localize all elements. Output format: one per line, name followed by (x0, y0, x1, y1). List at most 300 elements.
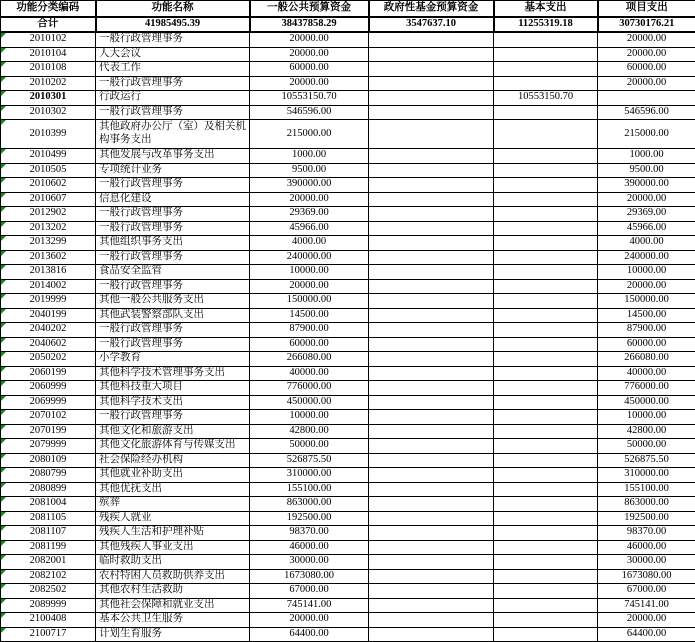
cell-project-expenditure[interactable]: 40000.00 (598, 366, 695, 381)
total-basic-cell[interactable]: 11255319.18 (494, 17, 598, 32)
cell-government-fund-budget[interactable] (369, 250, 494, 265)
cell-project-expenditure[interactable]: 155100.00 (598, 482, 695, 497)
cell-function-code[interactable] (1, 207, 96, 222)
cell-general-public-budget[interactable]: 10553150.70 (250, 91, 369, 106)
cell-text: 2010505 (30, 164, 67, 175)
cell-basic-expenditure[interactable] (494, 424, 598, 439)
cell-basic-expenditure[interactable] (494, 482, 598, 497)
cell-government-fund-budget[interactable] (369, 511, 494, 526)
cell-function-name[interactable]: 农村特困人员救助供养支出 (96, 569, 250, 584)
cell-project-expenditure[interactable]: 192500.00 (598, 511, 695, 526)
cell-basic-expenditure[interactable] (494, 250, 598, 265)
cell-basic-expenditure[interactable] (494, 584, 598, 599)
cell-project-expenditure[interactable]: 240000.00 (598, 250, 695, 265)
cell-function-name[interactable]: 其他科学技术支出 (96, 395, 250, 410)
cell-function-name[interactable]: 其他一般公共服务支出 (96, 294, 250, 309)
table-row (1, 482, 695, 497)
cell-government-fund-budget[interactable] (369, 207, 494, 222)
cell-government-fund-budget[interactable] (369, 91, 494, 106)
cell-function-code[interactable] (1, 265, 96, 280)
cell-government-fund-budget[interactable] (369, 352, 494, 367)
total-sum-cell[interactable]: 41985495.39 (96, 17, 250, 32)
cell-government-fund-budget[interactable] (369, 32, 494, 47)
table-row (1, 511, 695, 526)
error-indicator-triangle-icon (1, 396, 6, 401)
table-row (1, 598, 695, 613)
cell-general-public-budget[interactable]: 1673080.00 (250, 569, 369, 584)
error-indicator-triangle-icon (1, 207, 6, 212)
cell-basic-expenditure[interactable] (494, 381, 598, 396)
cell-function-code[interactable] (1, 308, 96, 323)
cell-function-name[interactable]: 人大会议 (96, 47, 250, 62)
cell-basic-expenditure[interactable] (494, 62, 598, 77)
cell-basic-expenditure[interactable] (494, 337, 598, 352)
cell-text: 2070102 (30, 410, 67, 421)
error-indicator-triangle-icon (1, 512, 6, 517)
cell-function-name[interactable]: 其他农村生活救助 (96, 584, 250, 599)
cell-government-fund-budget[interactable] (369, 526, 494, 541)
error-indicator-triangle-icon (1, 77, 6, 82)
cell-function-name[interactable]: 信息化建设 (96, 192, 250, 207)
cell-government-fund-budget[interactable] (369, 192, 494, 207)
error-indicator-triangle-icon (1, 570, 6, 575)
cell-project-expenditure[interactable]: 776000.00 (598, 381, 695, 396)
cell-basic-expenditure[interactable] (494, 468, 598, 483)
cell-function-name[interactable]: 残疾人生活和护理补贴 (96, 526, 250, 541)
cell-basic-expenditure[interactable] (494, 308, 598, 323)
cell-function-code[interactable] (1, 424, 96, 439)
cell-project-expenditure[interactable]: 42800.00 (598, 424, 695, 439)
cell-general-public-budget[interactable]: 46000.00 (250, 540, 369, 555)
cell-general-public-budget[interactable]: 50000.00 (250, 439, 369, 454)
cell-project-expenditure[interactable]: 546596.00 (598, 105, 695, 120)
cell-government-fund-budget[interactable] (369, 62, 494, 77)
cell-function-code[interactable] (1, 540, 96, 555)
cell-function-name[interactable]: 一般行政管理事务 (96, 279, 250, 294)
cell-basic-expenditure[interactable] (494, 265, 598, 280)
cell-project-expenditure[interactable]: 87900.00 (598, 323, 695, 338)
cell-function-code[interactable] (1, 32, 96, 47)
cell-general-public-budget[interactable]: 98370.00 (250, 526, 369, 541)
col-header-government-fund-budget[interactable]: 政府性基金预算资金 (369, 1, 494, 18)
cell-project-expenditure[interactable]: 9500.00 (598, 163, 695, 178)
cell-project-expenditure[interactable]: 30000.00 (598, 555, 695, 570)
cell-general-public-budget[interactable]: 20000.00 (250, 76, 369, 91)
cell-general-public-budget[interactable]: 20000.00 (250, 47, 369, 62)
cell-function-code[interactable] (1, 337, 96, 352)
cell-general-public-budget[interactable]: 776000.00 (250, 381, 369, 396)
cell-general-public-budget[interactable]: 192500.00 (250, 511, 369, 526)
cell-basic-expenditure[interactable] (494, 569, 598, 584)
cell-general-public-budget[interactable]: 64400.00 (250, 627, 369, 642)
cell-basic-expenditure[interactable] (494, 105, 598, 120)
cell-government-fund-budget[interactable] (369, 308, 494, 323)
cell-government-fund-budget[interactable] (369, 366, 494, 381)
cell-project-expenditure[interactable]: 67000.00 (598, 584, 695, 599)
cell-government-fund-budget[interactable] (369, 381, 494, 396)
cell-function-code[interactable] (1, 149, 96, 164)
cell-general-public-budget[interactable]: 310000.00 (250, 468, 369, 483)
cell-general-public-budget[interactable]: 20000.00 (250, 192, 369, 207)
cell-general-public-budget[interactable]: 450000.00 (250, 395, 369, 410)
cell-project-expenditure[interactable]: 29369.00 (598, 207, 695, 222)
cell-function-name[interactable]: 专项统计业务 (96, 163, 250, 178)
cell-basic-expenditure[interactable] (494, 627, 598, 642)
cell-government-fund-budget[interactable] (369, 294, 494, 309)
table-row (1, 424, 695, 439)
cell-function-name[interactable]: 基本公共卫生服务 (96, 613, 250, 628)
cell-function-name[interactable]: 其他武装警察部队支出 (96, 308, 250, 323)
cell-general-public-budget[interactable]: 4000.00 (250, 236, 369, 251)
cell-project-expenditure[interactable] (598, 91, 695, 106)
cell-government-fund-budget[interactable] (369, 439, 494, 454)
cell-function-code[interactable] (1, 105, 96, 120)
cell-general-public-budget[interactable]: 30000.00 (250, 555, 369, 570)
cell-function-name[interactable]: 一般行政管理事务 (96, 32, 250, 47)
cell-government-fund-budget[interactable] (369, 627, 494, 642)
cell-function-code[interactable] (1, 178, 96, 193)
cell-function-name[interactable]: 其他就业补助支出 (96, 468, 250, 483)
table-row (1, 308, 695, 323)
cell-project-expenditure[interactable]: 20000.00 (598, 76, 695, 91)
cell-basic-expenditure[interactable] (494, 540, 598, 555)
cell-function-name[interactable]: 殡葬 (96, 497, 250, 512)
col-header-basic-expenditure[interactable]: 基本支出 (494, 1, 598, 18)
cell-basic-expenditure[interactable] (494, 497, 598, 512)
cell-function-code[interactable] (1, 120, 96, 149)
cell-basic-expenditure[interactable] (494, 47, 598, 62)
cell-government-fund-budget[interactable] (369, 598, 494, 613)
cell-basic-expenditure[interactable] (494, 207, 598, 222)
cell-project-expenditure[interactable]: 20000.00 (598, 47, 695, 62)
cell-function-name[interactable]: 一般行政管理事务 (96, 178, 250, 193)
cell-project-expenditure[interactable]: 4000.00 (598, 236, 695, 251)
cell-general-public-budget[interactable]: 526875.50 (250, 453, 369, 468)
cell-function-name[interactable]: 其他组织事务支出 (96, 236, 250, 251)
cell-function-name[interactable]: 社会保险经办机构 (96, 453, 250, 468)
cell-government-fund-budget[interactable] (369, 279, 494, 294)
cell-project-expenditure[interactable]: 98370.00 (598, 526, 695, 541)
cell-general-public-budget[interactable]: 20000.00 (250, 279, 369, 294)
cell-basic-expenditure[interactable] (494, 613, 598, 628)
cell-basic-expenditure[interactable] (494, 526, 598, 541)
cell-general-public-budget[interactable]: 42800.00 (250, 424, 369, 439)
cell-text: 2040202 (30, 323, 67, 334)
cell-function-code[interactable] (1, 584, 96, 599)
cell-basic-expenditure[interactable] (494, 410, 598, 425)
cell-function-name[interactable]: 一般行政管理事务 (96, 410, 250, 425)
cell-function-code[interactable] (1, 613, 96, 628)
total-govfund-cell[interactable]: 3547637.10 (369, 17, 494, 32)
table-row (1, 279, 695, 294)
cell-general-public-budget[interactable]: 87900.00 (250, 323, 369, 338)
cell-project-expenditure[interactable]: 20000.00 (598, 613, 695, 628)
cell-function-name[interactable]: 其他政府办公厅（室）及相关机构事务支出 (96, 120, 250, 149)
cell-basic-expenditure[interactable] (494, 511, 598, 526)
cell-general-public-budget[interactable]: 45966.00 (250, 221, 369, 236)
cell-text: 2010102 (30, 33, 67, 44)
cell-function-name[interactable]: 其他优抚支出 (96, 482, 250, 497)
cell-basic-expenditure[interactable] (494, 395, 598, 410)
cell-project-expenditure[interactable]: 60000.00 (598, 62, 695, 77)
cell-government-fund-budget[interactable] (369, 410, 494, 425)
table-row (1, 120, 695, 149)
cell-government-fund-budget[interactable] (369, 555, 494, 570)
cell-function-name[interactable]: 一般行政管理事务 (96, 76, 250, 91)
cell-function-name[interactable]: 计划生育服务 (96, 627, 250, 642)
cell-function-code[interactable] (1, 497, 96, 512)
table-row (1, 453, 695, 468)
cell-project-expenditure[interactable]: 310000.00 (598, 468, 695, 483)
cell-function-code[interactable] (1, 482, 96, 497)
cell-government-fund-budget[interactable] (369, 569, 494, 584)
error-indicator-triangle-icon (1, 425, 6, 430)
cell-function-name[interactable]: 一般行政管理事务 (96, 250, 250, 265)
cell-function-code[interactable] (1, 62, 96, 77)
cell-function-name[interactable]: 行政运行 (96, 91, 250, 106)
cell-basic-expenditure[interactable] (494, 236, 598, 251)
error-indicator-triangle-icon (1, 48, 6, 53)
cell-general-public-budget[interactable]: 60000.00 (250, 337, 369, 352)
cell-general-public-budget[interactable]: 546596.00 (250, 105, 369, 120)
cell-function-code[interactable] (1, 395, 96, 410)
cell-basic-expenditure[interactable] (494, 323, 598, 338)
cell-general-public-budget[interactable]: 240000.00 (250, 250, 369, 265)
cell-text: 2070199 (30, 425, 67, 436)
error-indicator-triangle-icon (1, 410, 6, 415)
cell-function-code[interactable] (1, 526, 96, 541)
table-row (1, 468, 695, 483)
cell-government-fund-budget[interactable] (369, 178, 494, 193)
cell-project-expenditure[interactable]: 20000.00 (598, 32, 695, 47)
cell-government-fund-budget[interactable] (369, 105, 494, 120)
error-indicator-triangle-icon (1, 599, 6, 604)
cell-function-code[interactable] (1, 627, 96, 642)
cell-government-fund-budget[interactable] (369, 149, 494, 164)
col-header-general-public-budget[interactable]: 一般公共预算资金 (250, 1, 369, 18)
cell-project-expenditure[interactable]: 10000.00 (598, 265, 695, 280)
cell-government-fund-budget[interactable] (369, 497, 494, 512)
cell-general-public-budget[interactable]: 40000.00 (250, 366, 369, 381)
cell-function-code[interactable] (1, 91, 96, 106)
cell-basic-expenditure[interactable] (494, 163, 598, 178)
col-header-project-expenditure[interactable]: 项目支出 (598, 1, 695, 18)
cell-function-name[interactable]: 临时救助支出 (96, 555, 250, 570)
cell-function-code[interactable] (1, 250, 96, 265)
cell-project-expenditure[interactable]: 10000.00 (598, 410, 695, 425)
cell-government-fund-budget[interactable] (369, 265, 494, 280)
cell-basic-expenditure[interactable] (494, 178, 598, 193)
cell-general-public-budget[interactable]: 863000.00 (250, 497, 369, 512)
cell-function-name[interactable]: 其他社会保障和就业支出 (96, 598, 250, 613)
cell-government-fund-budget[interactable] (369, 540, 494, 555)
cell-function-code[interactable] (1, 381, 96, 396)
cell-government-fund-budget[interactable] (369, 468, 494, 483)
cell-function-name[interactable]: 一般行政管理事务 (96, 323, 250, 338)
table-row (1, 323, 695, 338)
cell-function-name[interactable]: 其他科技重大项目 (96, 381, 250, 396)
cell-project-expenditure[interactable]: 526875.50 (598, 453, 695, 468)
cell-basic-expenditure[interactable] (494, 555, 598, 570)
cell-function-code[interactable] (1, 352, 96, 367)
cell-function-code[interactable] (1, 569, 96, 584)
cell-function-name[interactable]: 其他发展与改革事务支出 (96, 149, 250, 164)
cell-government-fund-budget[interactable] (369, 584, 494, 599)
cell-basic-expenditure[interactable] (494, 221, 598, 236)
col-header-function-name[interactable]: 功能名称 (96, 1, 250, 18)
cell-government-fund-budget[interactable] (369, 424, 494, 439)
cell-project-expenditure[interactable]: 745141.00 (598, 598, 695, 613)
cell-basic-expenditure[interactable] (494, 120, 598, 149)
cell-function-code[interactable] (1, 468, 96, 483)
cell-government-fund-budget[interactable] (369, 120, 494, 149)
cell-basic-expenditure[interactable] (494, 32, 598, 47)
cell-basic-expenditure[interactable] (494, 439, 598, 454)
cell-project-expenditure[interactable]: 64400.00 (598, 627, 695, 642)
cell-function-code[interactable] (1, 366, 96, 381)
cell-project-expenditure[interactable]: 390000.00 (598, 178, 695, 193)
cell-project-expenditure[interactable]: 450000.00 (598, 395, 695, 410)
cell-general-public-budget[interactable]: 266080.00 (250, 352, 369, 367)
cell-basic-expenditure[interactable] (494, 294, 598, 309)
cell-government-fund-budget[interactable] (369, 482, 494, 497)
cell-function-code[interactable] (1, 221, 96, 236)
cell-function-code[interactable] (1, 439, 96, 454)
cell-government-fund-budget[interactable] (369, 613, 494, 628)
cell-basic-expenditure[interactable] (494, 149, 598, 164)
cell-function-name[interactable]: 其他文化和旅游支出 (96, 424, 250, 439)
cell-government-fund-budget[interactable] (369, 395, 494, 410)
cell-function-name[interactable]: 代表工作 (96, 62, 250, 77)
cell-project-expenditure[interactable]: 215000.00 (598, 120, 695, 149)
cell-general-public-budget[interactable]: 29369.00 (250, 207, 369, 222)
cell-general-public-budget[interactable]: 9500.00 (250, 163, 369, 178)
cell-function-code[interactable] (1, 192, 96, 207)
cell-general-public-budget[interactable]: 215000.00 (250, 120, 369, 149)
cell-project-expenditure[interactable]: 46000.00 (598, 540, 695, 555)
cell-government-fund-budget[interactable] (369, 337, 494, 352)
cell-basic-expenditure[interactable] (494, 352, 598, 367)
cell-text: 2010602 (30, 178, 67, 189)
table-body (1, 32, 695, 642)
cell-function-code[interactable] (1, 76, 96, 91)
cell-project-expenditure[interactable]: 14500.00 (598, 308, 695, 323)
cell-general-public-budget[interactable]: 10000.00 (250, 410, 369, 425)
table-row (1, 250, 695, 265)
error-indicator-triangle-icon (1, 352, 6, 357)
error-indicator-triangle-icon (1, 541, 6, 546)
cell-basic-expenditure[interactable] (494, 453, 598, 468)
cell-basic-expenditure[interactable] (494, 192, 598, 207)
cell-project-expenditure[interactable]: 50000.00 (598, 439, 695, 454)
cell-government-fund-budget[interactable] (369, 236, 494, 251)
cell-function-name[interactable]: 其他科学技术管理事务支出 (96, 366, 250, 381)
header-row (1, 1, 695, 18)
cell-project-expenditure[interactable]: 60000.00 (598, 337, 695, 352)
cell-project-expenditure[interactable]: 45966.00 (598, 221, 695, 236)
cell-government-fund-budget[interactable] (369, 453, 494, 468)
cell-government-fund-budget[interactable] (369, 47, 494, 62)
cell-general-public-budget[interactable]: 10000.00 (250, 265, 369, 280)
cell-function-code[interactable] (1, 236, 96, 251)
cell-function-code[interactable] (1, 279, 96, 294)
cell-function-name[interactable]: 一般行政管理事务 (96, 105, 250, 120)
cell-function-code[interactable] (1, 294, 96, 309)
cell-general-public-budget[interactable]: 14500.00 (250, 308, 369, 323)
cell-text: 2010399 (30, 128, 67, 139)
cell-function-name[interactable]: 残疾人就业 (96, 511, 250, 526)
cell-function-code[interactable] (1, 511, 96, 526)
col-header-function-code[interactable]: 功能分类编码 (1, 1, 96, 18)
cell-government-fund-budget[interactable] (369, 163, 494, 178)
cell-basic-expenditure[interactable] (494, 598, 598, 613)
table-row (1, 178, 695, 193)
cell-general-public-budget[interactable]: 20000.00 (250, 613, 369, 628)
cell-project-expenditure[interactable]: 150000.00 (598, 294, 695, 309)
table-row (1, 62, 695, 77)
cell-general-public-budget[interactable]: 150000.00 (250, 294, 369, 309)
cell-project-expenditure[interactable]: 266080.00 (598, 352, 695, 367)
cell-basic-expenditure[interactable] (494, 366, 598, 381)
table-row (1, 410, 695, 425)
cell-general-public-budget[interactable]: 155100.00 (250, 482, 369, 497)
cell-text: 2010607 (30, 193, 67, 204)
total-project-cell[interactable]: 30730176.21 (598, 17, 695, 32)
cell-function-code[interactable] (1, 598, 96, 613)
cell-government-fund-budget[interactable] (369, 323, 494, 338)
cell-function-code[interactable] (1, 555, 96, 570)
cell-text: 2014002 (30, 280, 67, 291)
cell-general-public-budget[interactable]: 67000.00 (250, 584, 369, 599)
cell-function-code[interactable] (1, 453, 96, 468)
cell-function-name[interactable]: 一般行政管理事务 (96, 337, 250, 352)
cell-general-public-budget[interactable]: 745141.00 (250, 598, 369, 613)
cell-function-name[interactable]: 其他残疾人事业支出 (96, 540, 250, 555)
total-general-cell[interactable]: 38437858.29 (250, 17, 369, 32)
cell-general-public-budget[interactable]: 390000.00 (250, 178, 369, 193)
cell-basic-expenditure[interactable] (494, 279, 598, 294)
cell-function-name[interactable]: 其他文化旅游体育与传媒支出 (96, 439, 250, 454)
cell-government-fund-budget[interactable] (369, 76, 494, 91)
table-row (1, 32, 695, 47)
cell-general-public-budget[interactable]: 60000.00 (250, 62, 369, 77)
cell-project-expenditure[interactable]: 1673080.00 (598, 569, 695, 584)
cell-basic-expenditure[interactable] (494, 76, 598, 91)
cell-project-expenditure[interactable]: 20000.00 (598, 192, 695, 207)
cell-government-fund-budget[interactable] (369, 221, 494, 236)
error-indicator-triangle-icon (1, 483, 6, 488)
table-row (1, 497, 695, 512)
cell-project-expenditure[interactable]: 863000.00 (598, 497, 695, 512)
cell-function-name[interactable]: 一般行政管理事务 (96, 207, 250, 222)
cell-general-public-budget[interactable]: 1000.00 (250, 149, 369, 164)
cell-general-public-budget[interactable]: 20000.00 (250, 32, 369, 47)
cell-function-code[interactable] (1, 163, 96, 178)
cell-project-expenditure[interactable]: 1000.00 (598, 149, 695, 164)
cell-function-name[interactable]: 食品安全监管 (96, 265, 250, 280)
cell-function-code[interactable] (1, 47, 96, 62)
cell-text: 2060999 (30, 381, 67, 392)
cell-function-name[interactable]: 小学教育 (96, 352, 250, 367)
total-label-cell[interactable]: 合计 (1, 17, 96, 32)
cell-basic-expenditure[interactable]: 10553150.70 (494, 91, 598, 106)
cell-text: 2081004 (30, 497, 67, 508)
cell-function-code[interactable] (1, 323, 96, 338)
table-row (1, 91, 695, 106)
cell-function-name[interactable]: 一般行政管理事务 (96, 221, 250, 236)
cell-project-expenditure[interactable]: 20000.00 (598, 279, 695, 294)
cell-function-code[interactable] (1, 410, 96, 425)
